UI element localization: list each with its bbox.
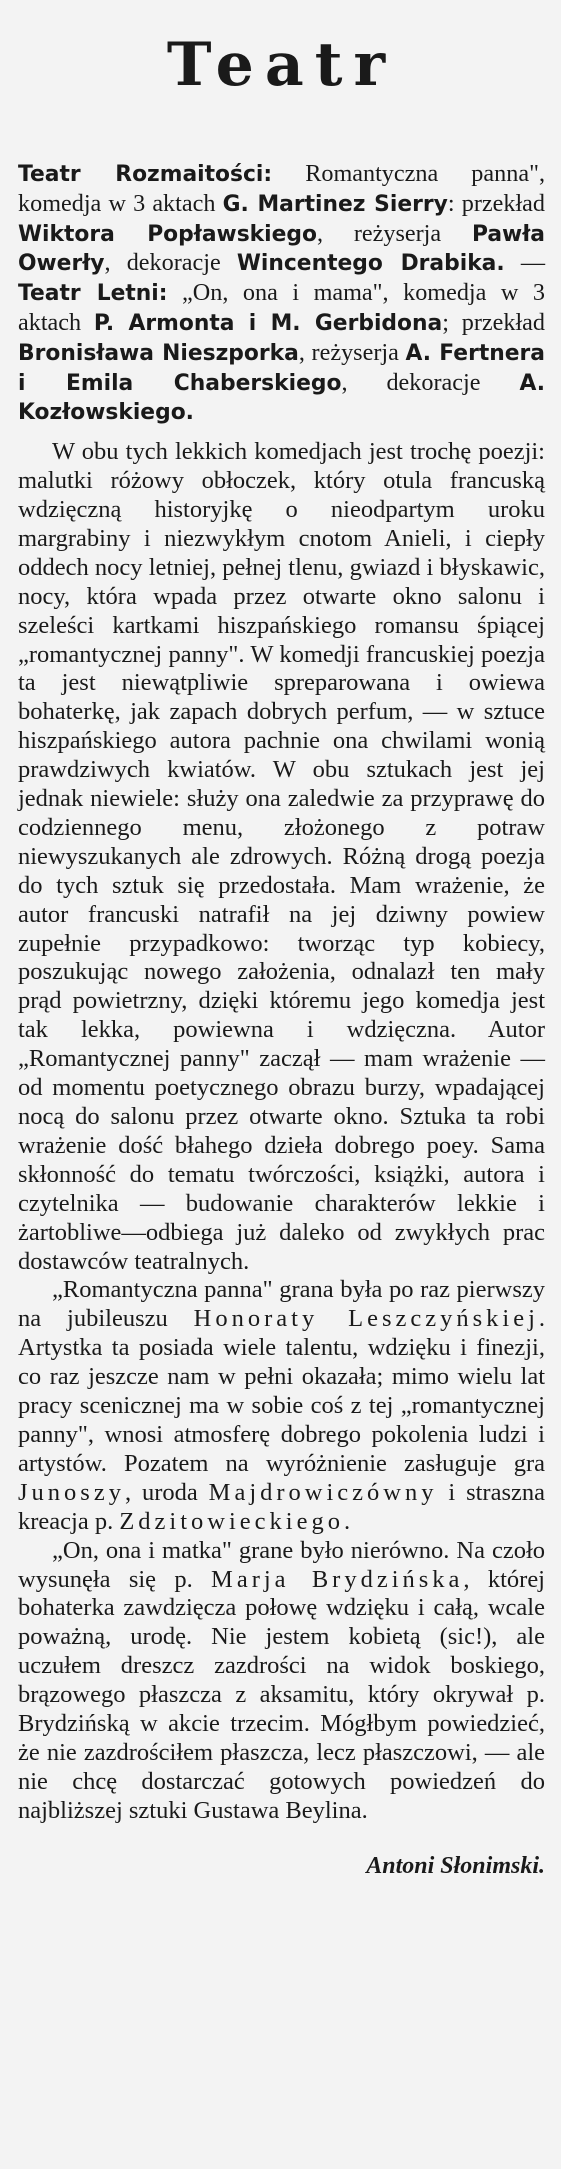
designer-name: A. Kozłowskiego. <box>18 370 546 426</box>
body-paragraph-3 <box>18 1537 545 1826</box>
actor-name: Zdzitowieckiego <box>119 1507 344 1535</box>
paragraph-text: . <box>343 1507 351 1535</box>
translator-name: Bronisława Nieszporka <box>18 340 299 366</box>
theatre-name-rozmaitosci: Teatr Rozmaitości: <box>18 162 273 187</box>
paragraph-text: „On, ona i matka" grane było nierówno. Na czoło wysunęła się p. <box>18 1536 545 1593</box>
intro-text: „On, ona i mama", komedja w 3 aktach <box>18 279 545 336</box>
author-name: P. Armonta i M. Gerbidona <box>93 310 443 336</box>
article-column <box>18 160 545 1880</box>
intro-text: , reżyserja <box>298 338 406 366</box>
intro-text: : przekład <box>447 189 545 217</box>
actor-name: Junoszy <box>18 1478 125 1506</box>
author-name: G. Martinez Sierry <box>222 191 448 217</box>
designer-name: Wincentego Drabika. <box>236 251 505 277</box>
translator-name: Wiktora Popławskiego <box>18 221 317 247</box>
intro-text: , reżyserja <box>317 219 472 247</box>
intro-text: — <box>504 249 546 277</box>
section-title: Teatr <box>166 30 397 100</box>
director-name: A. Fertnera i Emila Chaberskiego <box>18 340 545 396</box>
body-paragraph-1: W obu tych lekkich komedjach jest trochę poezji: malutki różowy obłoczek, który otula francuską wdzięczną historyjkę o nieodpartym uroku margrabiny i niezwykłym cnotom Anieli, i ciepły oddech nocy letniej, pełnej tlenu, gwiazd i błyskawic, nocy, która wpada przez otwarte okno salonu i szeleści kartkami hiszpańskiego romansu śpiącej „romantycznej panny". W komedji francuskiej poezja ta jest niewątpliwie spreparowana i owiewa bohaterkę, jak zapach dobrych perfum, — w sztuce hiszpańskiego autora pachnie ona chwilami wonią prawdziwych kwiatów. W obu sztukach jest jej jednak niewiele: służy ona zaledwie za przyprawę do codziennego menu, złożonego z potraw niewyszukanych ale zdrowych. Różną drogą poezja do tych sztuk się przedostała. Mam wrażenie, że autor francuski natrafił na jej dziwny powiew zupełnie przypadkowo: tworząc typ kobiecy, poszukując nowego założenia, odnalazł ten mały prąd powietrzny, dzięki któremu jego komedja jest tak lekka, powiewna i wdzięczna. Autor „Romantycznej panny" zaczął — mam wrażenie — od momentu poetycznego obrazu burzy, wpadającej nocą do salonu przez otwarte okno. Sztuka ta robi wrażenie dość błahego dzieła dobrego poey. Sama skłonność do tematu twórczości, książki, autora i czytelnika — budowanie charakterów lekkie i żartobliwe—odbiega już daleko od zwykłych prac dostawców teatralnych. <box>18 438 545 1275</box>
director-name: Pawła Owerły <box>18 221 545 277</box>
actor-name: Marja Brydzińska <box>211 1565 464 1593</box>
paragraph-text: , której bohaterka zawdzięcza połowę wdzięku i całą, wcale poważną, urodę. Nie jestem kobietą (sic!), ale uczułem dreszcz zazdrości na widok boskiego, brązowego płaszcza z aksamitu, który okrywał p. Brydzińską w akcie trzecim. Mógłbym powiedzieć, że nie zazdrościłem płaszcza, lecz płaszczowi, — ale nie chcę dostarczać gotowych powiedzeń do najbliższej sztuki Gustawa Beylina. <box>18 1565 545 1824</box>
intro-text: ; przekład <box>442 308 545 336</box>
intro-text: Romantyczna panna", komedja w 3 aktach <box>18 160 545 217</box>
theatre-name-letni: Teatr Letni: <box>18 281 168 307</box>
body-paragraph-2 <box>18 1276 545 1536</box>
paragraph-text: . Artystka ta posiada wiele talentu, wdzięku i finezji, co raz jeszcze nam w pełni okazała; mimo wielu lat pracy scenicznej ma w sobie coś z tej „romantycznej panny", wnosi atmosferę dobrego pokolenia ludzi i artystów. Pozatem na wyróżnienie zasługuje gra <box>18 1305 545 1477</box>
actor-name: Honoraty Leszczyńskiej <box>193 1305 539 1333</box>
paragraph-text: i straszna kreacja p. <box>18 1478 545 1535</box>
intro-text: , dekoracje <box>341 368 520 396</box>
author-signature: Antoni Słonimski. <box>366 1852 545 1879</box>
paragraph-text: , uroda <box>124 1478 209 1506</box>
actor-name: Majdrowiczówny <box>208 1478 438 1506</box>
paragraph-text: „Romantyczna panna" grana była po raz pierwszy na jubileuszu <box>18 1276 545 1333</box>
intro-paragraph <box>18 160 545 428</box>
intro-text: , dekoracje <box>104 249 237 277</box>
